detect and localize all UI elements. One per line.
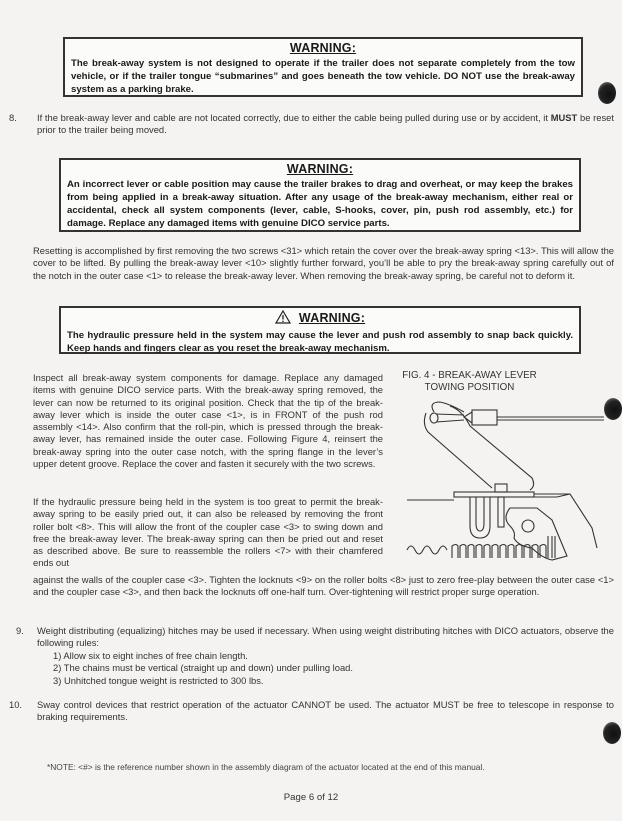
warning-box-1	[63, 37, 583, 97]
punch-hole-icon	[603, 722, 621, 744]
footnote: *NOTE: <#> is the reference number shown in the assembly diagram of the actuator located at the end of this manual.	[47, 762, 485, 772]
warning-text: The break-away system is not designed to operate if the trailer does not separate completely from the tow vehicle, or if the trailer tongue “submarines” and goes beneath the tow vehicle. DO NOT use the break-away system as a parking brake.	[71, 58, 575, 95]
warning-title: WARNING:	[286, 162, 354, 176]
resetting-paragraph: Resetting is accomplished by first removing the two screws <31> which retain the cover over the break-away spring <13>. This will allow the cover to be lifted. By pulling the break-away lever <10> slightly further forward, you’ll be able to pry the break-away spring carefully out of the notch in the outer case <1> to release the break-away lever. When removing the break-away spring, be careful not to deform it.	[33, 245, 614, 281]
hydraulic-paragraph: If the hydraulic pressure being held in the system is too great to permit the break-away spring to be easily pried out, it can also be released by removing the front roller bolt <8>. This will allow the front of the coupler case <3> to swing down and free the break-away lever. The break-away spring can then be pried out and reset as described above. Be sure to reassemble the rollers <7> with their chamfered ends out	[33, 496, 383, 569]
hydraulic-paragraph-continued: against the walls of the coupler case <3>. Tighten the locknuts <9> on the roller bolts <8> just to zero free-play between the outer case <1> and the coupler case <3>, and then back the locknuts off one-half turn. Over-tightening will restrict proper surge operation.	[33, 574, 614, 598]
item-number: 10.	[9, 699, 23, 710]
break-away-lever-diagram	[392, 398, 620, 563]
punch-hole-icon	[604, 398, 622, 420]
warning-title: WARNING:	[289, 41, 357, 55]
warning-box-2	[59, 158, 581, 232]
warning-box-3	[59, 306, 581, 354]
figure-4	[392, 370, 620, 570]
warning-text: An incorrect lever or cable position may cause the trailer brakes to drag and overheat, or may keep the brakes from being applied in a break-away situation. After any usage of the break-away mechanism, either real or accidental, check all system components (lever, cable, S-hooks, cover, pin, push rod assembly, etc.) for damage. Replace any damaged items with genuine DICO service parts.	[67, 179, 573, 229]
item-9-text: Weight distributing (equalizing) hitches may be used if necessary. When using weight distributing hitches with DICO actuators, observe the following rules:	[37, 625, 614, 649]
item-8-text	[37, 112, 614, 137]
item-number: 9.	[16, 625, 24, 636]
rule-item: 3) Unhitched tongue weight is restricted to 300 lbs.	[53, 674, 264, 686]
rule-item: 2) The chains must be vertical (straight up and down) under pulling load.	[53, 662, 353, 674]
item-8-must: MUST	[550, 112, 578, 123]
rule-item: 1) Allow six to eight inches of free chain length.	[53, 650, 248, 661]
item-8-text-pre: If the break-away lever and cable are not located correctly, due to either the cable being pulled during use or by accident, it	[37, 112, 551, 123]
warning-text: The hydraulic pressure held in the system may cause the lever and push rod assembly to snap back quickly. Keep hands and fingers clear as you reset the break-away mechanism.	[67, 330, 573, 354]
figure-title-line1: FIG. 4 - BREAK-AWAY LEVER	[402, 370, 537, 381]
page-number: Page 6 of 12	[283, 792, 339, 803]
item-9-rules	[53, 650, 573, 687]
item-10-text: Sway control devices that restrict operation of the actuator CANNOT be used. The actuator MUST be free to telescope in response to braking requirements.	[37, 699, 614, 723]
item-8-text-post: be reset prior to the trailer being moved.	[37, 112, 614, 136]
inspect-paragraph: Inspect all break-away system components for damage. Replace any damaged items with genuine DICO service parts. With the break-away spring removed, the lever can now be returned to its original position. Check that the tip of the break-away lever which is inside the outer case <1>, is in FRONT of the push rod assembly <14>. Also confirm that the roll-pin, which is pressed through the break-away lever, has remained inside the outer case. Following Figure 4, reinsert the break-away spring into the outer case notch, with the spring flange in the lever’s upper detent groove. Replace the cover and fasten it securely with the two screws.	[33, 372, 383, 470]
item-number: 8.	[9, 112, 17, 123]
figure-title-line2: TOWING POSITION	[424, 382, 515, 393]
warning-triangle-icon	[275, 310, 291, 328]
warning-title: WARNING:	[298, 311, 366, 325]
punch-hole-icon	[598, 82, 616, 104]
